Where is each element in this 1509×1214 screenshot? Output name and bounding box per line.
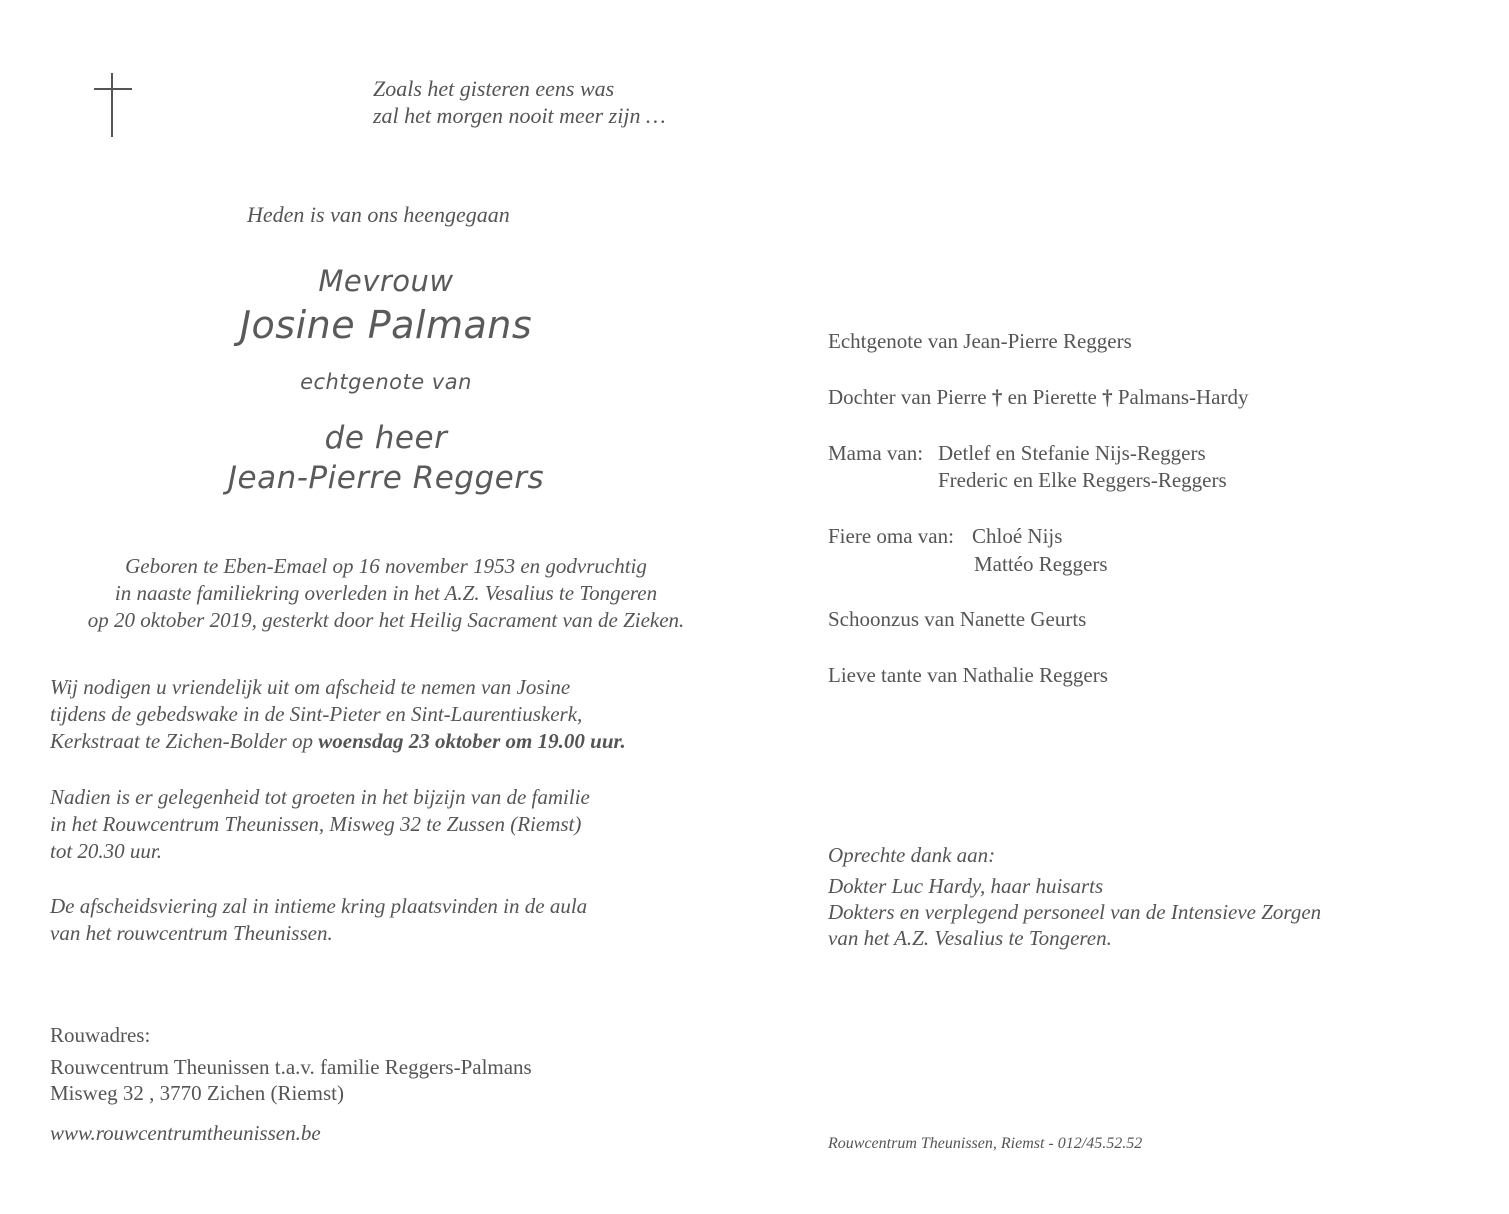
oma-line-1: Chloé Nijs xyxy=(972,524,1063,548)
deceased-name: Josine Palmans xyxy=(239,303,533,347)
quote xyxy=(373,75,666,129)
family-daughter xyxy=(828,384,1248,411)
family-sister-in-law: Schoonzus van Nanette Geurts xyxy=(828,607,1087,631)
farewell-line-1: De afscheidsviering zal in intieme kring plaatsvinden in de aula xyxy=(50,894,588,918)
farewell-text xyxy=(50,893,587,947)
website-link[interactable]: www.rouwcentrumtheunissen.be xyxy=(50,1121,321,1145)
spouse-name: Jean-Pierre Reggers xyxy=(227,460,545,496)
invitation-text xyxy=(50,674,626,755)
dagger-icon: † xyxy=(991,385,1003,409)
deceased-title: Mevrouw xyxy=(318,264,454,298)
spouse-title: de heer xyxy=(324,420,448,456)
birth-death-line-3: op 20 oktober 2019, gesterkt door het Heilig Sacrament van de Zieken. xyxy=(87,608,685,632)
cross-icon xyxy=(94,73,132,137)
thanks-line-1: Dokter Luc Hardy, haar huisarts xyxy=(828,874,1104,898)
oma-line-2: Mattéo Reggers xyxy=(974,552,1108,576)
greeting-line-2: in het Rouwcentrum Theunissen, Misweg 32 te Zussen (Riemst) xyxy=(50,812,582,836)
thanks-block xyxy=(828,873,1321,951)
greeting-line-1: Nadien is er gelegenheid tot groeten in het bijzijn van de familie xyxy=(50,785,590,809)
invitation-line-1: Wij nodigen u vriendelijk uit om afscheid te nemen van Josine xyxy=(50,675,571,699)
oma-label: Fiere oma van: xyxy=(828,524,954,548)
farewell-line-2: van het rouwcentrum Theunissen. xyxy=(50,921,333,945)
birth-death-line-1: Geboren te Eben-Emael op 16 november 1953 en godvruchtig xyxy=(125,554,647,578)
address-line-1: Rouwcentrum Theunissen t.a.v. familie Reggers-Palmans xyxy=(50,1055,532,1079)
invitation-date: woensdag 23 oktober om 19.00 uur. xyxy=(318,729,626,753)
quote-line-1: Zoals het gisteren eens was xyxy=(373,76,615,101)
greeting-text xyxy=(50,784,590,865)
relation-text: echtgenote van xyxy=(300,370,472,394)
family-spouse: Echtgenote van Jean-Pierre Reggers xyxy=(828,329,1132,353)
greeting-line-3: tot 20.30 uur. xyxy=(50,839,163,863)
address-label: Rouwadres: xyxy=(50,1023,151,1047)
invitation-line-2: tijdens de gebedswake in de Sint-Pieter en Sint-Laurentiuskerk, xyxy=(50,702,583,726)
quote-line-2: zal het morgen nooit meer zijn … xyxy=(373,103,666,128)
address-block xyxy=(50,1054,532,1106)
thanks-label: Oprechte dank aan: xyxy=(828,843,996,867)
thanks-line-2: Dokters en verplegend personeel van de Intensieve Zorgen xyxy=(828,900,1322,924)
address-line-2: Misweg 32 , 3770 Zichen (Riemst) xyxy=(50,1081,344,1105)
daughter-suffix: Palmans-Hardy xyxy=(1117,385,1249,409)
daughter-mid: en Pierette xyxy=(1007,385,1097,409)
invitation-line-3 xyxy=(50,728,626,755)
dagger-icon: † xyxy=(1102,385,1113,409)
birth-death-text xyxy=(36,553,736,634)
daughter-prefix: Dochter van Pierre xyxy=(828,385,987,409)
mama-line-1: Detlef en Stefanie Nijs-Reggers xyxy=(938,441,1206,465)
intro-text: Heden is van ons heengegaan xyxy=(247,202,510,227)
footer-credit: Rouwcentrum Theunissen, Riemst - 012/45.52.52 xyxy=(828,1135,1143,1152)
thanks-line-3: van het A.Z. Vesalius te Tongeren. xyxy=(828,926,1112,950)
birth-death-line-2: in naaste familiekring overleden in het A.Z. Vesalius te Tongeren xyxy=(114,581,658,605)
mama-label: Mama van: xyxy=(828,441,924,465)
family-aunt: Lieve tante van Nathalie Reggers xyxy=(828,663,1108,687)
mama-block xyxy=(938,440,1227,494)
mama-line-2: Frederic en Elke Reggers-Reggers xyxy=(938,468,1227,492)
invitation-line-3-prefix: Kerkstraat te Zichen-Bolder op xyxy=(50,729,319,753)
